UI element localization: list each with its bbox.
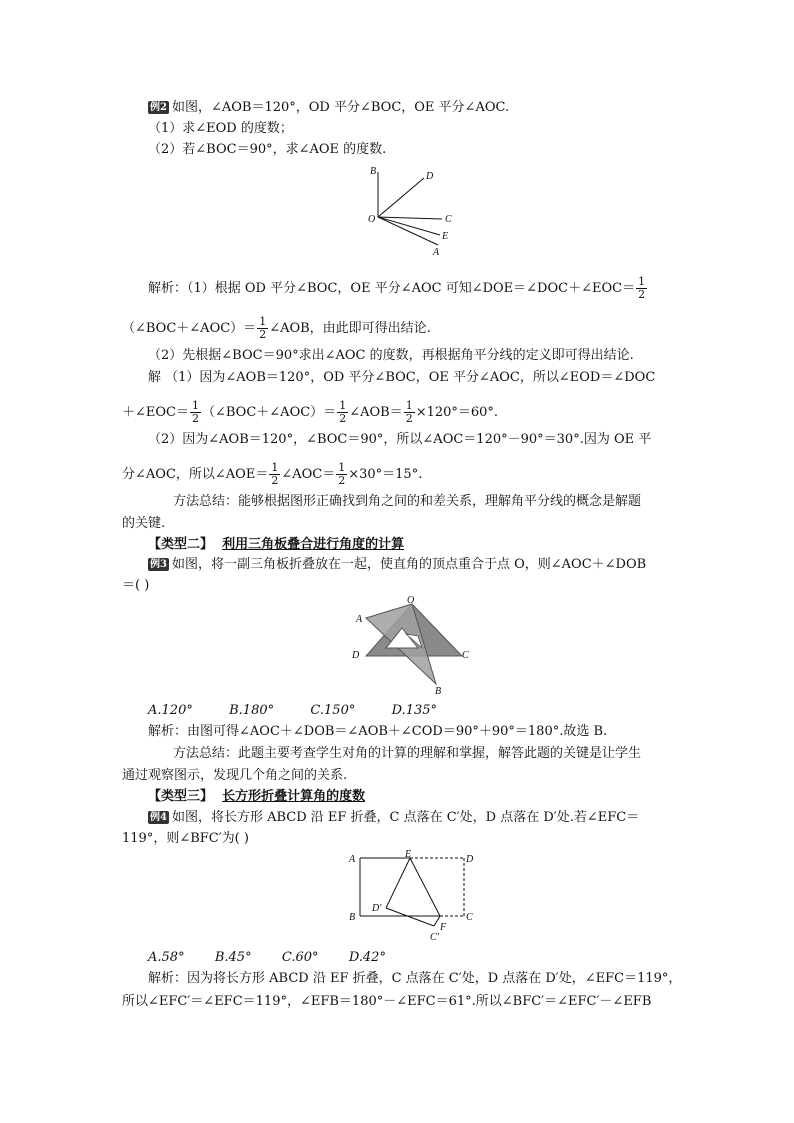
label-A: A (349, 854, 356, 865)
triangle-rulers-figure (350, 594, 480, 698)
ex3-summary: 方法总结：此题主要考查学生对角的计算的理解和掌握，解答此题的关键是让学生 (173, 746, 642, 761)
ex2-solution-1: 解 （1）因为∠AOB＝120°，OD 平分∠BOC，OE 平分∠AOC，所以∠EOD＝∠DOC (148, 370, 656, 385)
rectangle-fold-figure (344, 848, 480, 946)
type3-heading: 【类型三】 长方形折叠计算角的度数 (148, 789, 366, 804)
ex3-analysis: 解析：由图可得∠AOC＋∠DOB＝∠AOB＋∠COD＝90°＋90°＝180°.故选 B. (148, 724, 608, 739)
fraction: $\frac{1}{2}$ (638, 275, 646, 301)
option-d: D.42° (348, 950, 386, 965)
fraction: $\frac{1}{2}$ (192, 399, 199, 425)
label-D: D (466, 854, 474, 865)
ex3-options (148, 703, 437, 719)
label-O: O (368, 214, 376, 225)
label-C: C (462, 650, 469, 661)
example-badge: 例3 (150, 559, 167, 570)
ex2-angle-figure (360, 160, 470, 260)
label-C-prime: C′ (430, 932, 439, 943)
fraction: $\frac{1}{2}$ (271, 461, 279, 487)
option-c: C.60° (281, 950, 319, 965)
ex4-stem-cont: 119°，则∠BFC′为( ) (122, 831, 249, 846)
ex2-summary: 方法总结：能够根据图形正确找到角之间的和差关系，理解角平分线的概念是解题 (173, 494, 642, 509)
ex2-analysis-1: 解析：（1）根据 OD 平分∠BOC，OE 平分∠AOC 可知∠DOE＝∠DOC＋∠EOC＝ $\frac{1}{2}$ (148, 275, 646, 301)
label-F: F (440, 922, 447, 933)
ex3-stem: 例3 如图，将一副三角板折叠放在一起，使直角的顶点重合于点 O，则∠AOC＋∠DOB (150, 557, 647, 572)
label-D: D (426, 171, 434, 182)
label-O: O (407, 595, 415, 606)
label-B: B (435, 686, 442, 697)
example-badge: 例4 (150, 812, 167, 823)
ex2-question-1: （1）求∠EOD 的度数； (148, 121, 293, 136)
label-C: C (466, 912, 473, 923)
ex4-analysis-cont: 所以∠EFC′＝∠EFC＝119°，∠EFB＝180°－∠EFC＝61°.所以∠BFC′＝∠EFC′－∠EFB (122, 994, 652, 1009)
fraction: $\frac{1}{2}$ (338, 461, 346, 487)
label-A: A (356, 614, 363, 625)
ex2-stem (148, 100, 509, 116)
ex2-summary-cont: 的关键. (122, 516, 166, 531)
option-d: D.135° (391, 703, 438, 718)
ex3-summary-cont: 通过观察图示，发现几个角之间的关系. (122, 768, 348, 783)
fraction: $\frac{1}{2}$ (259, 315, 267, 341)
ex3-stem-cont: ＝( ) (122, 578, 150, 593)
option-c: C.150° (310, 703, 356, 718)
ex2-question-2: （2）若∠BOC＝90°，求∠AOE 的度数. (148, 142, 387, 157)
label-D: D (352, 650, 360, 661)
fraction: $\frac{1}{2}$ (405, 399, 413, 425)
option-a: A.58° (148, 950, 185, 965)
ex2-solution-2-cont: 分∠AOC，所以∠AOE＝ $\frac{1}{2}$ ∠AOC＝ $\frac{1}{2}$ ×30°＝15°. (122, 461, 423, 487)
label-B: B (349, 912, 356, 923)
option-a: A.120° (148, 703, 193, 718)
label-D-prime: D′ (372, 903, 382, 914)
label-E: E (405, 849, 412, 860)
ex2-analysis-1-cont: （∠BOC＋∠AOC）＝ $\frac{1}{2}$ ∠AOB，由此即可得出结论. (122, 315, 431, 341)
example-badge: 例2 (150, 102, 167, 113)
label-C: C (445, 214, 452, 225)
ex2-solution-2: （2）因为∠AOB＝120°，∠BOC＝90°，所以∠AOC＝120°－90°＝30°.因为 OE 平 (148, 432, 652, 447)
ex2-stem-text: 如图，∠AOB＝120°，OD 平分∠BOC，OE 平分∠AOC. (171, 100, 510, 115)
label-A: A (433, 247, 440, 258)
ex4-analysis: 解析：因为将长方形 ABCD 沿 EF 折叠，C 点落在 C′处，D 点落在 D′处，∠EFC＝119°， (148, 971, 682, 986)
label-E: E (442, 231, 449, 242)
ex4-stem: 例4 如图，将长方形 ABCD 沿 EF 折叠，C 点落在 C′处，D 点落在 D′处.若∠EFC＝ (150, 810, 640, 825)
fraction: $\frac{1}{2}$ (339, 399, 347, 425)
label-B: B (370, 166, 377, 177)
ex2-analysis-2: （2）先根据∠BOC＝90°求出∠AOC 的度数，再根据角平分线的定义即可得出结论. (148, 348, 634, 363)
ex4-options (148, 950, 386, 966)
type2-heading: 【类型二】 利用三角板叠合进行角度的计算 (148, 537, 405, 552)
option-b: B.45° (214, 950, 252, 965)
option-b: B.180° (229, 703, 275, 718)
ex2-solution-1-cont: ＋∠EOC＝ $\frac{1}{2}$ （∠BOC＋∠AOC）＝ $\frac{1}{2}$ ∠AOB＝ $\frac{1}{2}$ ×120°＝60°. (122, 399, 499, 425)
